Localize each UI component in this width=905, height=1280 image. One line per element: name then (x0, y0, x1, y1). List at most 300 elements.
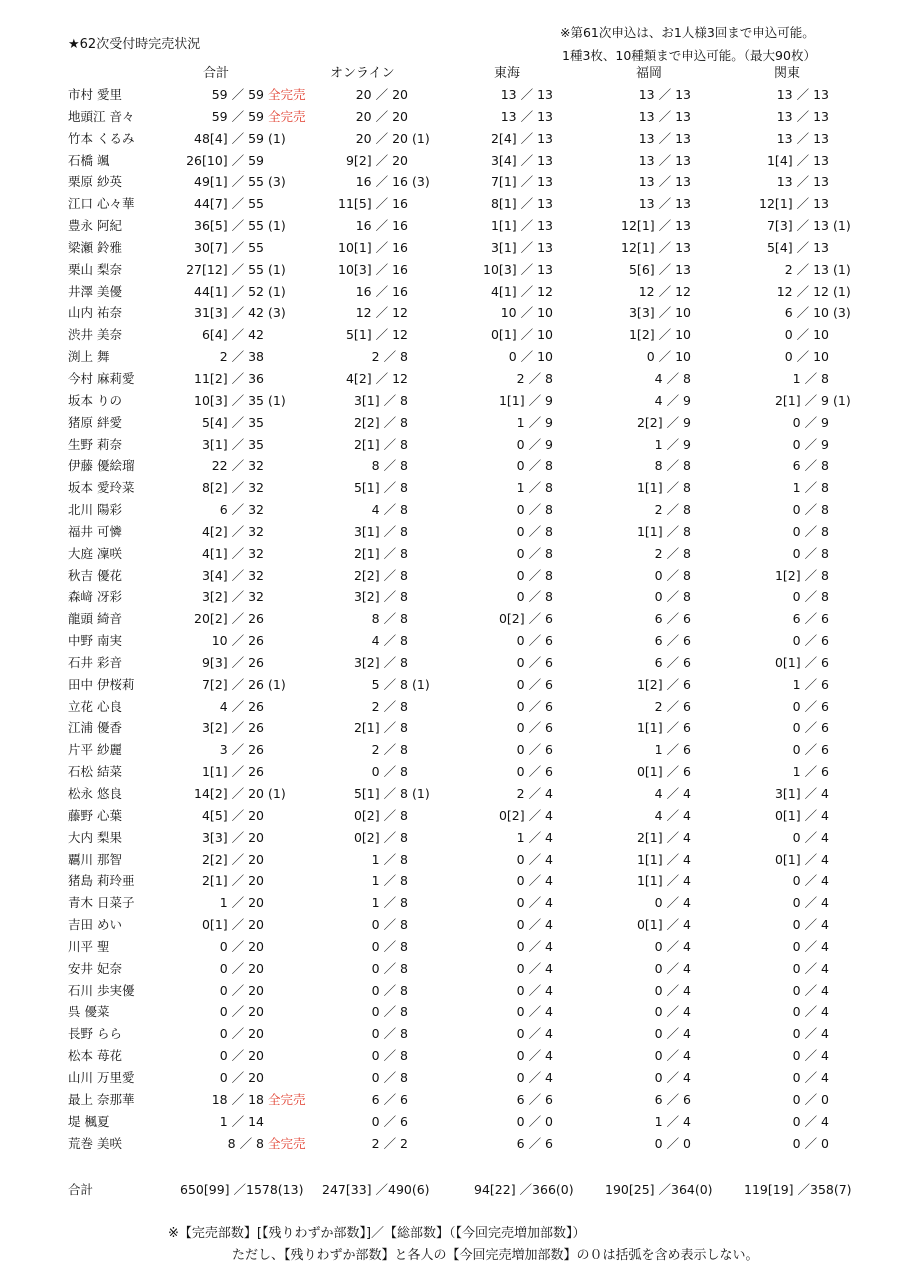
member-name: 竹本 くるみ (68, 130, 135, 146)
member-name: 江口 心々華 (68, 196, 135, 212)
member-name: 片平 紗麗 (68, 742, 122, 758)
fukuoka-count: 0 ／ 4 (654, 960, 691, 976)
member-name: 大内 梨果 (68, 829, 122, 845)
total-count: 3[2] ／ 26 (201, 720, 264, 736)
table-row (0, 84, 905, 106)
tokai-count: 0 ／ 4 (516, 895, 553, 911)
kanto-count: 12[1] ／ 13 (759, 196, 829, 212)
total-count: 48[4] ／ 59 (194, 130, 264, 146)
total-count: 6 ／ 32 (219, 502, 264, 518)
member-name: 松永 悠良 (68, 786, 122, 801)
kanto-extra: (1) (833, 283, 851, 299)
total-count: 44[1] ／ 52 (194, 283, 264, 299)
member-name: 栗山 梨奈 (68, 261, 122, 277)
tokai-count: 0 ／ 4 (516, 1026, 553, 1042)
online-count: 9[2] ／ 20 (345, 152, 408, 168)
member-name: 藤野 心葉 (68, 807, 122, 823)
fukuoka-count: 0[1] ／ 4 (636, 917, 691, 933)
totals-label: 合計 (68, 1182, 94, 1197)
total-count: 7[2] ／ 26 (201, 676, 264, 692)
table-row (0, 1111, 905, 1133)
fukuoka-count: 1[1] ／ 8 (636, 523, 691, 539)
table-row (0, 1133, 905, 1155)
total-count: 59 ／ 59 (211, 87, 264, 102)
member-name: 江浦 優香 (68, 720, 122, 736)
tokai-count: 6 ／ 6 (516, 1135, 553, 1151)
online-extra: (1) (412, 130, 430, 146)
table-row (0, 193, 905, 215)
kanto-count: 13 ／ 13 (776, 130, 829, 146)
notice-line-2: 1種3枚、10種類まで申込可能。（最大90枚） (562, 48, 816, 63)
online-count: 2 ／ 2 (371, 1135, 408, 1151)
table-row (0, 827, 905, 849)
fukuoka-count: 6 ／ 6 (654, 611, 691, 627)
total-count: 3 ／ 26 (219, 742, 264, 758)
tokai-count: 0 ／ 4 (516, 938, 553, 954)
tokai-count: 0 ／ 6 (516, 698, 553, 714)
header-tokai: 東海 (494, 66, 521, 81)
fukuoka-count: 1[2] ／ 10 (628, 327, 691, 343)
member-name: 最上 奈那華 (68, 1091, 135, 1107)
header-online: オンライン (330, 66, 395, 81)
tokai-count: 10 ／ 10 (500, 305, 553, 321)
fukuoka-count: 13 ／ 13 (638, 108, 691, 124)
online-count: 5[1] ／ 8 (353, 480, 408, 496)
online-count: 4 ／ 8 (371, 633, 408, 649)
fukuoka-count: 0 ／ 4 (654, 1069, 691, 1085)
table-row (0, 1067, 905, 1089)
total-count: 8 ／ 8 (227, 1135, 264, 1151)
fukuoka-count: 4 ／ 8 (654, 370, 691, 386)
total-count: 49[1] ／ 55 (194, 174, 264, 190)
fukuoka-count: 0 ／ 4 (654, 982, 691, 998)
sold-out-badge: 全完売 (268, 1135, 306, 1151)
member-name: 青木 日菜子 (68, 895, 135, 911)
tokai-count: 0 ／ 8 (516, 523, 553, 539)
sold-out-badge: 全完売 (268, 87, 306, 102)
fukuoka-count: 5[6] ／ 13 (628, 261, 691, 277)
member-name: 堤 楓夏 (68, 1113, 110, 1129)
table-row (0, 171, 905, 193)
total-count: 1 ／ 20 (219, 895, 264, 911)
tokai-count: 0 ／ 8 (516, 502, 553, 518)
online-count: 10[3] ／ 16 (338, 261, 408, 277)
table-row (0, 128, 905, 150)
total-count: 0 ／ 20 (219, 1048, 264, 1064)
total-count: 8[2] ／ 32 (201, 480, 264, 496)
member-name: 中野 南実 (68, 633, 122, 649)
online-count: 3[1] ／ 8 (353, 392, 408, 408)
table-row (0, 412, 905, 434)
table-row (0, 477, 905, 499)
total-count: 0 ／ 20 (219, 1026, 264, 1042)
table-row (0, 106, 905, 128)
table-row (0, 980, 905, 1002)
kanto-count: 0 ／ 8 (792, 523, 829, 539)
table-row (0, 1089, 905, 1111)
online-count: 20 ／ 20 (355, 87, 408, 102)
table-row (0, 324, 905, 346)
totals-tokai: 94[22] ／366(0) (474, 1182, 574, 1197)
fukuoka-count: 6 ／ 6 (654, 633, 691, 649)
table-row (0, 302, 905, 324)
online-count: 2[1] ／ 8 (353, 545, 408, 561)
member-name: 山内 祐奈 (68, 305, 122, 321)
member-name: 秋吉 優花 (68, 567, 122, 583)
kanto-count: 2[1] ／ 9 (774, 392, 829, 408)
fukuoka-count: 13 ／ 13 (638, 152, 691, 168)
online-count: 6 ／ 6 (371, 1091, 408, 1107)
member-name: 呉 優菜 (68, 1004, 110, 1020)
member-name: 地頭江 音々 (68, 108, 135, 124)
kanto-count: 0 ／ 0 (792, 1135, 829, 1151)
member-name: 大庭 凜咲 (68, 545, 122, 561)
kanto-count: 1 ／ 8 (792, 370, 829, 386)
total-count: 18 ／ 18 (211, 1091, 264, 1107)
total-count: 4[5] ／ 20 (201, 807, 264, 823)
fukuoka-count: 1[1] ／ 4 (636, 851, 691, 867)
tokai-count: 1 ／ 8 (516, 480, 553, 496)
member-name: 伊藤 優絵瑠 (68, 458, 135, 474)
fukuoka-count: 0 ／ 10 (646, 349, 691, 365)
online-extra: (1) (412, 786, 430, 801)
total-count: 44[7] ／ 55 (194, 196, 264, 212)
table-row (0, 849, 905, 871)
tokai-count: 0 ／ 8 (516, 589, 553, 605)
kanto-count: 0 ／ 6 (792, 720, 829, 736)
table-row (0, 586, 905, 608)
fukuoka-count: 12 ／ 12 (638, 283, 691, 299)
fukuoka-count: 3[3] ／ 10 (628, 305, 691, 321)
tokai-count: 1 ／ 4 (516, 829, 553, 845)
totals-total: 650[99] ／1578(13) (180, 1182, 304, 1197)
kanto-count: 1 ／ 6 (792, 764, 829, 780)
total-count: 2 ／ 38 (219, 349, 264, 365)
kanto-count: 1 ／ 6 (792, 676, 829, 692)
kanto-count: 1 ／ 8 (792, 480, 829, 496)
fukuoka-count: 0 ／ 8 (654, 589, 691, 605)
fukuoka-count: 1 ／ 6 (654, 742, 691, 758)
total-extra: (3) (268, 305, 286, 321)
online-count: 4[2] ／ 12 (345, 370, 408, 386)
tokai-count: 0 ／ 8 (516, 567, 553, 583)
online-count: 0[2] ／ 8 (353, 829, 408, 845)
fukuoka-count: 1[1] ／ 8 (636, 480, 691, 496)
page-title: ★62次受付時完売状況 (68, 37, 201, 52)
tokai-count: 2 ／ 8 (516, 370, 553, 386)
member-name: 吉田 めい (68, 917, 122, 933)
table-row (0, 565, 905, 587)
kanto-count: 0 ／ 10 (784, 327, 829, 343)
online-count: 0 ／ 8 (371, 1026, 408, 1042)
kanto-extra: (3) (833, 305, 851, 321)
total-extra: (1) (268, 786, 286, 801)
fukuoka-count: 12[1] ／ 13 (621, 239, 691, 255)
member-name: 田中 伊桜莉 (68, 676, 135, 692)
online-count: 2[2] ／ 8 (353, 567, 408, 583)
member-name: 坂本 愛玲菜 (68, 480, 135, 496)
total-count: 3[3] ／ 20 (201, 829, 264, 845)
total-count: 31[3] ／ 42 (194, 305, 264, 321)
tokai-count: 0 ／ 4 (516, 1004, 553, 1020)
online-count: 1 ／ 8 (371, 895, 408, 911)
total-count: 1[1] ／ 26 (201, 764, 264, 780)
table-row (0, 1045, 905, 1067)
fukuoka-count: 12[1] ／ 13 (621, 218, 691, 234)
table-row (0, 1023, 905, 1045)
tokai-count: 0 ／ 0 (516, 1113, 553, 1129)
total-count: 5[4] ／ 35 (201, 414, 264, 430)
member-name: 生野 莉奈 (68, 436, 122, 452)
member-name: 川平 聖 (68, 938, 110, 954)
kanto-count: 5[4] ／ 13 (766, 239, 829, 255)
total-extra: (3) (268, 174, 286, 190)
table-row (0, 390, 905, 412)
table-row (0, 761, 905, 783)
tokai-count: 10[3] ／ 13 (483, 261, 553, 277)
total-count: 2[1] ／ 20 (201, 873, 264, 889)
online-count: 0 ／ 8 (371, 960, 408, 976)
fukuoka-count: 13 ／ 13 (638, 130, 691, 146)
kanto-count: 1[4] ／ 13 (766, 152, 829, 168)
online-count: 5 ／ 8 (371, 676, 408, 692)
totals-online: 247[33] ／490(6) (322, 1182, 430, 1197)
member-name: 石井 彩音 (68, 654, 122, 670)
kanto-count: 0 ／ 4 (792, 917, 829, 933)
online-count: 2 ／ 8 (371, 742, 408, 758)
fukuoka-count: 0 ／ 0 (654, 1135, 691, 1151)
tokai-count: 0 ／ 9 (516, 436, 553, 452)
online-count: 2 ／ 8 (371, 349, 408, 365)
total-count: 10[3] ／ 35 (194, 392, 264, 408)
tokai-count: 0[1] ／ 10 (490, 327, 553, 343)
online-count: 0[2] ／ 8 (353, 807, 408, 823)
member-name: 長野 らら (68, 1026, 122, 1042)
totals-fukuoka: 190[25] ／364(0) (605, 1182, 713, 1197)
table-row (0, 215, 905, 237)
kanto-count: 0 ／ 8 (792, 589, 829, 605)
table-row (0, 499, 905, 521)
tokai-count: 1[1] ／ 13 (490, 218, 553, 234)
kanto-count: 0 ／ 4 (792, 1004, 829, 1020)
tokai-count: 0 ／ 6 (516, 742, 553, 758)
table-row (0, 652, 905, 674)
member-name: 猪原 絆愛 (68, 414, 122, 430)
tokai-count: 13 ／ 13 (500, 87, 553, 102)
tokai-count: 0 ／ 4 (516, 873, 553, 889)
tokai-count: 0 ／ 6 (516, 676, 553, 692)
table-row (0, 630, 905, 652)
kanto-count: 6 ／ 10 (784, 305, 829, 321)
kanto-count: 0 ／ 10 (784, 349, 829, 365)
total-count: 11[2] ／ 36 (194, 370, 264, 386)
kanto-count: 0 ／ 4 (792, 829, 829, 845)
total-count: 0 ／ 20 (219, 1069, 264, 1085)
tokai-count: 7[1] ／ 13 (490, 174, 553, 190)
tokai-count: 1[1] ／ 9 (498, 392, 553, 408)
tokai-count: 2[4] ／ 13 (490, 130, 553, 146)
online-extra: (1) (412, 676, 430, 692)
fukuoka-count: 6 ／ 6 (654, 654, 691, 670)
member-name: 坂本 りの (68, 392, 122, 408)
member-name: 栗原 紗英 (68, 174, 122, 190)
total-extra: (1) (268, 283, 286, 299)
total-count: 2[2] ／ 20 (201, 851, 264, 867)
kanto-count: 0 ／ 6 (792, 698, 829, 714)
member-name: 渋井 美奈 (68, 327, 122, 343)
kanto-count: 0 ／ 0 (792, 1091, 829, 1107)
tokai-count: 0 ／ 4 (516, 1048, 553, 1064)
kanto-count: 3[1] ／ 4 (774, 786, 829, 801)
total-count: 3[1] ／ 35 (201, 436, 264, 452)
online-count: 8 ／ 8 (371, 611, 408, 627)
fukuoka-count: 8 ／ 8 (654, 458, 691, 474)
online-count: 3[1] ／ 8 (353, 523, 408, 539)
footer-note: ただし、【残りわずか部数】と各人の【今回完売増加部数】の０は括弧を含め表示しない。 (232, 1248, 759, 1263)
member-name: 石橋 颯 (68, 152, 110, 168)
table-row (0, 1001, 905, 1023)
notice (560, 21, 816, 67)
member-name: 松本 苺花 (68, 1048, 122, 1064)
kanto-count: 12 ／ 12 (776, 283, 829, 299)
total-count: 30[7] ／ 55 (194, 239, 264, 255)
online-count: 2[1] ／ 8 (353, 720, 408, 736)
table-row (0, 958, 905, 980)
fukuoka-count: 0 ／ 4 (654, 1048, 691, 1064)
table-row (0, 783, 905, 805)
tokai-count: 0 ／ 6 (516, 633, 553, 649)
table-row (0, 346, 905, 368)
fukuoka-count: 1 ／ 9 (654, 436, 691, 452)
kanto-count: 0 ／ 6 (792, 633, 829, 649)
kanto-count: 0 ／ 8 (792, 502, 829, 518)
total-count: 4[2] ／ 32 (201, 523, 264, 539)
total-count: 20[2] ／ 26 (194, 611, 264, 627)
total-count: 10 ／ 26 (211, 633, 264, 649)
fukuoka-count: 0 ／ 4 (654, 938, 691, 954)
tokai-count: 2 ／ 4 (516, 786, 553, 801)
total-count: 3[4] ／ 32 (201, 567, 264, 583)
total-extra: (1) (268, 130, 286, 146)
total-extra: (1) (268, 261, 286, 277)
fukuoka-count: 2 ／ 6 (654, 698, 691, 714)
tokai-count: 6 ／ 6 (516, 1091, 553, 1107)
tokai-count: 1 ／ 9 (516, 414, 553, 430)
table-row (0, 674, 905, 696)
kanto-count: 0 ／ 4 (792, 960, 829, 976)
online-count: 0 ／ 8 (371, 764, 408, 780)
total-count: 6[4] ／ 42 (201, 327, 264, 343)
fukuoka-count: 2 ／ 8 (654, 545, 691, 561)
member-name: 立花 心良 (68, 698, 122, 714)
member-name: 龍頭 綺音 (68, 611, 122, 627)
kanto-count: 13 ／ 13 (776, 108, 829, 124)
table-row (0, 696, 905, 718)
table-row (0, 805, 905, 827)
total-count: 3[2] ／ 32 (201, 589, 264, 605)
online-count: 1 ／ 8 (371, 851, 408, 867)
total-count: 0 ／ 20 (219, 960, 264, 976)
fukuoka-count: 1[1] ／ 6 (636, 720, 691, 736)
total-count: 1 ／ 14 (219, 1113, 264, 1129)
table-row (0, 870, 905, 892)
member-name: 石松 結菜 (68, 764, 122, 780)
total-count: 0[1] ／ 20 (201, 917, 264, 933)
tokai-count: 0[2] ／ 6 (498, 611, 553, 627)
online-count: 16 ／ 16 (355, 218, 408, 234)
member-name: 森﨑 冴彩 (68, 589, 122, 605)
tokai-count: 0 ／ 6 (516, 720, 553, 736)
table-row (0, 150, 905, 172)
kanto-count: 0 ／ 4 (792, 938, 829, 954)
online-count: 0 ／ 6 (371, 1113, 408, 1129)
table-row (0, 892, 905, 914)
kanto-count: 0 ／ 4 (792, 1113, 829, 1129)
tokai-count: 0 ／ 4 (516, 982, 553, 998)
kanto-count: 0 ／ 4 (792, 1048, 829, 1064)
header-fukuoka: 福岡 (636, 66, 663, 81)
member-name: 井澤 美優 (68, 283, 122, 299)
online-count: 16 ／ 16 (355, 283, 408, 299)
tokai-count: 13 ／ 13 (500, 108, 553, 124)
kanto-count: 0 ／ 4 (792, 895, 829, 911)
online-count: 5[1] ／ 12 (345, 327, 408, 343)
table-row (0, 936, 905, 958)
fukuoka-count: 4 ／ 4 (654, 786, 691, 801)
tokai-count: 0 ／ 4 (516, 1069, 553, 1085)
tokai-count: 0 ／ 6 (516, 654, 553, 670)
member-name: 猪島 莉玲亜 (68, 873, 135, 889)
kanto-count: 2 ／ 13 (784, 261, 829, 277)
online-count: 11[5] ／ 16 (338, 196, 408, 212)
fukuoka-count: 6 ／ 6 (654, 1091, 691, 1107)
totals-kanto: 119[19] ／358(7) (744, 1182, 852, 1197)
online-count: 12 ／ 12 (355, 305, 408, 321)
kanto-count: 6 ／ 8 (792, 458, 829, 474)
online-extra: (3) (412, 174, 430, 190)
member-name: 荒巻 美咲 (68, 1135, 122, 1151)
tokai-count: 0 ／ 4 (516, 917, 553, 933)
kanto-count: 0 ／ 9 (792, 436, 829, 452)
fukuoka-count: 0 ／ 4 (654, 1026, 691, 1042)
online-count: 0 ／ 8 (371, 1004, 408, 1020)
fukuoka-count: 1 ／ 4 (654, 1113, 691, 1129)
table-row (0, 434, 905, 456)
tokai-count: 0 ／ 4 (516, 960, 553, 976)
fukuoka-count: 4 ／ 4 (654, 807, 691, 823)
kanto-extra: (1) (833, 218, 851, 234)
table-row (0, 281, 905, 303)
online-count: 0 ／ 8 (371, 1048, 408, 1064)
table-row (0, 717, 905, 739)
member-name: 石川 歩実優 (68, 982, 135, 998)
sold-out-badge: 全完売 (268, 108, 306, 124)
member-name: 豊永 阿紀 (68, 218, 122, 234)
kanto-count: 0[1] ／ 6 (774, 654, 829, 670)
fukuoka-count: 0[1] ／ 6 (636, 764, 691, 780)
member-name: 覊川 那智 (68, 851, 122, 867)
tokai-count: 0 ／ 4 (516, 851, 553, 867)
table-row (0, 237, 905, 259)
fukuoka-count: 2[1] ／ 4 (636, 829, 691, 845)
total-count: 14[2] ／ 20 (194, 786, 264, 801)
fukuoka-count: 1[2] ／ 6 (636, 676, 691, 692)
member-name: 山川 万里愛 (68, 1069, 135, 1085)
kanto-count: 0[1] ／ 4 (774, 851, 829, 867)
sales-table (0, 84, 905, 1154)
kanto-count: 0[1] ／ 4 (774, 807, 829, 823)
table-row (0, 543, 905, 565)
